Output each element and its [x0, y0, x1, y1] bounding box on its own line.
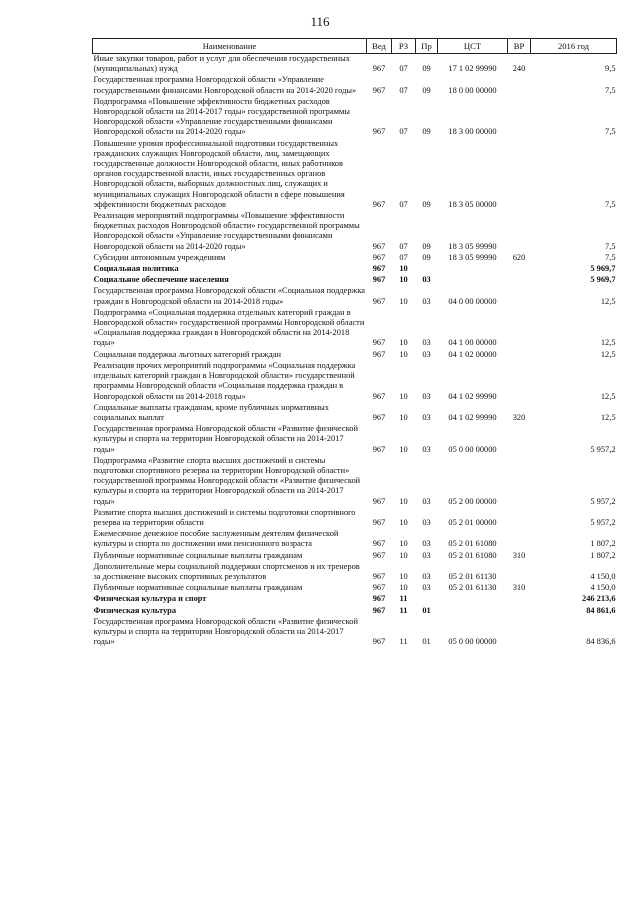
cell-pr: 09: [422, 252, 431, 262]
cell-cst: 04 1 02 00000: [448, 349, 497, 359]
cell-vr: 240: [512, 64, 526, 74]
cell-amount: 7,5: [605, 199, 616, 209]
table-row: [93, 308, 617, 350]
header-pr: Пр: [416, 39, 438, 54]
cell-pr: 03: [422, 391, 431, 401]
cell-cst: [438, 594, 508, 605]
cell-name: Государственная программа Новгородской области «Развитие физической культуры и спорта на территории Новгородской области на 2014-2017 годы»: [93, 616, 358, 647]
cell-vr: [508, 308, 531, 350]
cell-amount: 1 807,2: [590, 550, 616, 560]
cell-cst: 18 3 00 00000: [448, 127, 497, 137]
cell-pr: 09: [422, 241, 431, 251]
cell-rz: 10: [399, 275, 408, 285]
cell-pr: 09: [422, 64, 431, 74]
cell-name: Реализация прочих мероприятий подпрограммы «Социальная поддержка отдельных категорий граждан в Новгородской области» государственной программы Новгородской области «Социальная поддержка граждан в Новгородской области на 2014-2018 годы»: [93, 360, 356, 401]
cell-cst: 05 0 00 00000: [448, 637, 497, 647]
cell-pr: 03: [422, 496, 431, 506]
table-row: [93, 75, 617, 96]
cell-amount: 7,5: [605, 241, 616, 251]
cell-rz: 10: [399, 496, 408, 506]
cell-ved: 967: [372, 252, 386, 262]
cell-name: Субсидии автономным учреждениям: [93, 252, 226, 262]
cell-amount: 12,5: [600, 412, 616, 422]
table-row: [93, 403, 617, 424]
cell-amount: 5 957,2: [590, 496, 616, 506]
cell-rz: 07: [399, 85, 408, 95]
cell-ved: 967: [372, 637, 386, 647]
table-row: [93, 594, 617, 605]
cell-name: Публичные нормативные социальные выплаты гражданам: [93, 583, 303, 593]
cell-ved: 967: [372, 127, 386, 137]
cell-amount: 12,5: [600, 349, 616, 359]
page-number: 116: [310, 14, 330, 29]
cell-vr: [508, 75, 531, 96]
cell-cst: 05 2 01 61080: [448, 550, 497, 560]
cell-vr: [508, 606, 531, 617]
cell-pr: 03: [422, 275, 431, 285]
cell-vr: [508, 286, 531, 307]
table-row: [93, 286, 617, 307]
cell-name: Физическая культура: [93, 605, 177, 615]
cell-vr: [508, 562, 531, 583]
cell-rz: 10: [399, 539, 408, 549]
cell-cst: 18 3 05 00000: [448, 199, 497, 209]
header-amount: 2016 год: [531, 39, 617, 54]
cell-vr: [508, 139, 531, 211]
cell-vr: [508, 97, 531, 139]
cell-rz: 10: [399, 517, 408, 527]
budget-table: [92, 38, 617, 648]
header-row: [93, 39, 617, 54]
cell-ved: 967: [372, 264, 386, 274]
cell-ved: 967: [372, 539, 386, 549]
cell-cst: [438, 606, 508, 617]
cell-pr: 03: [422, 296, 431, 306]
cell-cst: 04 0 00 00000: [448, 296, 497, 306]
cell-rz: 11: [399, 637, 408, 647]
cell-ved: 967: [372, 296, 386, 306]
cell-vr: [508, 594, 531, 605]
cell-rz: 11: [399, 594, 408, 604]
cell-name: Повышение уровня профессиональной подготовки государственных гражданских служащих Новгородской области, лиц, замещающих государственные должности Новгородской области, иных работников органов государственной власти, иных государственных органов Новгородской области, выборных должностных лиц, служащих и муниципальных служащих Новгородской области в сфере повышения эффективности бюджетных расходов: [93, 138, 345, 209]
cell-cst: [438, 275, 508, 286]
cell-pr: 09: [422, 85, 431, 95]
cell-pr: [416, 594, 438, 605]
cell-name: Реализация мероприятий подпрограммы «Повышение эффективности бюджетных расходов Новгородской области» государственной программы Новгородской области «Управление государственными финансами Новгородской области на 2014-2020 годы»: [93, 211, 360, 251]
cell-rz: 10: [399, 583, 408, 593]
cell-amount: 1 807,2: [590, 539, 616, 549]
cell-pr: 03: [422, 338, 431, 348]
table-row: [93, 456, 617, 508]
cell-vr: [508, 275, 531, 286]
cell-ved: 967: [372, 199, 386, 209]
cell-name: Физическая культура и спорт: [93, 594, 207, 604]
cell-cst: 18 3 05 99990: [448, 252, 497, 262]
cell-name: Подпрограмма «Социальная поддержка отдельных категорий граждан в Новгородской области» государственной программы Новгородской области «Социальная поддержка граждан в Новгородской области на 2014-2018 годы»: [93, 307, 365, 348]
header-ved: Вед: [367, 39, 392, 54]
cell-rz: 07: [399, 241, 408, 251]
cell-vr: [508, 508, 531, 529]
cell-amount: 4 150,0: [590, 571, 616, 581]
cell-ved: 967: [372, 349, 386, 359]
cell-rz: 10: [399, 338, 408, 348]
cell-amount: 4 150,0: [590, 583, 616, 593]
cell-ved: 967: [372, 64, 386, 74]
cell-vr: [508, 529, 531, 550]
cell-vr: [508, 617, 531, 649]
cell-vr: [508, 424, 531, 456]
cell-rz: 07: [399, 199, 408, 209]
table-row: [93, 424, 617, 456]
cell-name: Дополнительные меры социальной поддержки спортсменов и их тренеров за достижение высоких спортивных результатов: [93, 561, 360, 581]
cell-ved: 967: [372, 275, 386, 285]
cell-name: Социальное обеспечение населения: [93, 275, 229, 285]
cell-rz: 10: [399, 444, 408, 454]
cell-name: Государственная программа Новгородской области «Управление государственными финансами Новгородской области на 2014-2020 годы»: [93, 75, 357, 95]
cell-amount: 12,5: [600, 338, 616, 348]
cell-ved: 967: [372, 517, 386, 527]
cell-amount: 5 969,7: [590, 264, 616, 274]
table-row: [93, 617, 617, 649]
table-row: [93, 350, 617, 361]
header-cst: ЦСТ: [438, 39, 508, 54]
cell-name: Подпрограмма «Развитие спорта высших достижений и системы подготовки спортивного резерва на территории Новгородской области» государственной программы Новгородской области «Развитие физической культуры и спорта на территории Новгородской области на 2014-2017 годы»: [93, 455, 361, 506]
table-row: [93, 562, 617, 583]
cell-rz: 10: [399, 412, 408, 422]
cell-name: Публичные нормативные социальные выплаты гражданам: [93, 550, 303, 560]
cell-cst: 05 2 01 00000: [448, 517, 497, 527]
table-row: [93, 54, 617, 76]
table-body: [93, 54, 617, 649]
cell-pr: 03: [422, 583, 431, 593]
cell-name: Иные закупки товаров, работ и услуг для обеспечения государственных (муниципальных) нужд: [93, 54, 350, 74]
cell-pr: 03: [422, 349, 431, 359]
cell-name: Подпрограмма «Повышение эффективности бюджетных расходов Новгородской области на 2014-2017 годы» государственной программы Новгородской области «Управление государственными финансами Новгородской области на 2014-2020 годы»: [93, 96, 350, 137]
cell-pr: 01: [422, 605, 431, 615]
cell-cst: 04 1 02 99990: [448, 412, 497, 422]
cell-name: Социальные выплаты гражданам, кроме публичных нормативных социальных выплат: [93, 402, 329, 422]
cell-rz: 07: [399, 127, 408, 137]
cell-name: Социальная поддержка льготных категорий граждан: [93, 349, 281, 359]
cell-pr: 03: [422, 412, 431, 422]
table-row: [93, 139, 617, 211]
cell-cst: 18 3 05 99990: [448, 241, 497, 251]
cell-cst: 05 2 00 00000: [448, 496, 497, 506]
table-row: [93, 275, 617, 286]
header-vr: ВР: [508, 39, 531, 54]
cell-ved: 967: [372, 85, 386, 95]
cell-name: Государственная программа Новгородской области «Социальная поддержка граждан в Новгородской области на 2014-2018 годы»: [93, 286, 365, 306]
cell-rz: 10: [399, 550, 408, 560]
cell-vr: [508, 361, 531, 403]
cell-amount: 7,5: [605, 127, 616, 137]
table-row: [93, 211, 617, 253]
cell-cst: 18 0 00 00000: [448, 85, 497, 95]
cell-vr: [508, 211, 531, 253]
cell-cst: [438, 264, 508, 275]
cell-cst: 05 0 00 00000: [448, 444, 497, 454]
table-row: [93, 264, 617, 275]
cell-amount: 5 957,2: [590, 444, 616, 454]
table-row: [93, 529, 617, 550]
cell-amount: 84 861,6: [586, 605, 616, 615]
cell-rz: 10: [399, 349, 408, 359]
cell-vr: 620: [512, 252, 526, 262]
cell-cst: 17 1 02 99990: [448, 64, 497, 74]
cell-pr: 09: [422, 127, 431, 137]
cell-ved: 967: [372, 241, 386, 251]
table-row: [93, 253, 617, 264]
cell-cst: 05 2 01 61130: [448, 583, 497, 593]
table-row: [93, 551, 617, 562]
cell-name: Ежемесячное денежное пособие заслуженным деятелям физической культуры и спорта по достижении ими пенсионного возраста: [93, 529, 339, 549]
cell-vr: [508, 350, 531, 361]
table-header: [93, 39, 617, 54]
cell-name: Развитие спорта высших достижений и системы подготовки спортивного резерва на территории области: [93, 507, 356, 527]
cell-amount: 12,5: [600, 296, 616, 306]
cell-ved: 967: [372, 571, 386, 581]
table-row: [93, 97, 617, 139]
header-name: Наименование: [93, 39, 367, 54]
cell-cst: 04 1 02 99990: [448, 391, 497, 401]
cell-rz: 07: [399, 64, 408, 74]
cell-ved: 967: [372, 605, 386, 615]
table-row: [93, 361, 617, 403]
cell-cst: 04 1 00 00000: [448, 338, 497, 348]
cell-vr: 310: [512, 583, 526, 593]
cell-vr: [508, 264, 531, 275]
cell-name: Социальная политика: [93, 264, 179, 274]
cell-rz: 11: [399, 605, 408, 615]
cell-pr: 03: [422, 550, 431, 560]
cell-rz: 10: [399, 391, 408, 401]
cell-pr: 01: [422, 637, 431, 647]
cell-amount: 7,5: [605, 85, 616, 95]
cell-amount: 9,5: [605, 64, 616, 74]
cell-ved: 967: [372, 496, 386, 506]
cell-ved: 967: [372, 391, 386, 401]
cell-pr: [416, 264, 438, 275]
cell-pr: 03: [422, 571, 431, 581]
cell-name: Государственная программа Новгородской области «Развитие физической культуры и спорта на территории Новгородской области на 2014-2017 годы»: [93, 424, 358, 454]
cell-pr: 03: [422, 517, 431, 527]
cell-rz: 10: [399, 296, 408, 306]
table-row: [93, 606, 617, 617]
cell-cst: 05 2 01 61130: [448, 571, 497, 581]
cell-ved: 967: [372, 444, 386, 454]
cell-pr: 03: [422, 444, 431, 454]
table-row: [93, 508, 617, 529]
cell-vr: 320: [512, 412, 526, 422]
cell-amount: 84 836,6: [586, 637, 616, 647]
cell-vr: 310: [512, 550, 526, 560]
cell-ved: 967: [372, 583, 386, 593]
cell-ved: 967: [372, 412, 386, 422]
cell-amount: 5 969,7: [590, 275, 616, 285]
cell-pr: 09: [422, 199, 431, 209]
cell-amount: 5 957,2: [590, 517, 616, 527]
cell-pr: 03: [422, 539, 431, 549]
cell-ved: 967: [372, 594, 386, 604]
cell-amount: 7,5: [605, 252, 616, 262]
cell-cst: 05 2 01 61080: [448, 539, 497, 549]
cell-rz: 07: [399, 252, 408, 262]
cell-amount: 12,5: [600, 391, 616, 401]
cell-rz: 10: [399, 264, 408, 274]
table-row: [93, 583, 617, 594]
cell-vr: [508, 456, 531, 508]
cell-ved: 967: [372, 338, 386, 348]
header-rz: РЗ: [392, 39, 416, 54]
cell-amount: 246 213,6: [582, 594, 616, 604]
cell-rz: 10: [399, 571, 408, 581]
cell-ved: 967: [372, 550, 386, 560]
